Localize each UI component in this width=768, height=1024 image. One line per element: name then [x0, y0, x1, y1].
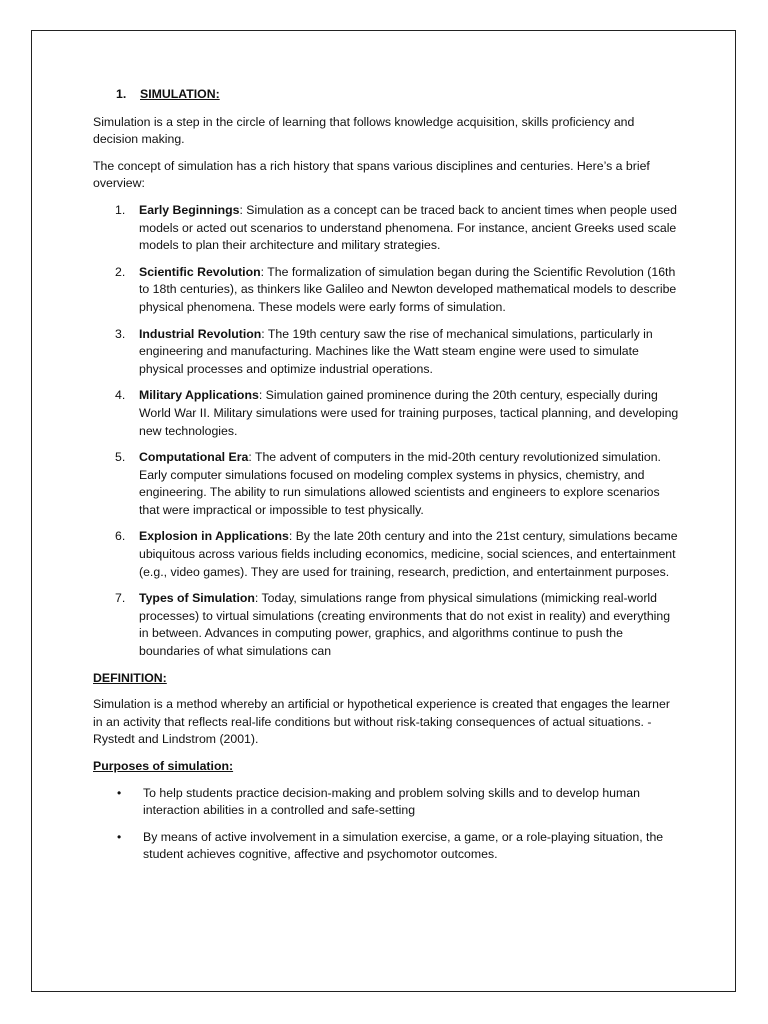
history-item-term: Early Beginnings — [139, 202, 240, 217]
history-item-number: 6. — [115, 529, 126, 544]
history-item-term: Military Applications — [139, 388, 259, 403]
purpose-item-text: To help students practice decision-making and problem solving skills and to develop human interaction abilities in a controlled and safe-setting — [143, 785, 640, 818]
history-item — [93, 387, 681, 440]
intro-paragraph-2: The concept of simulation has a rich history that spans various disciplines and centuries. Here’s a brief overview: — [93, 158, 650, 191]
history-item-term: Computational Era — [139, 450, 249, 465]
history-item-text: : The advent of computers in the mid-20th century revolutionized simulation. Early computer simulations focused on modeling complex systems in physics, chemistry, and engineering. The ability to run simulations allowed scientists and engineers to explore scenarios that were impractical or impossible to test physically. — [139, 450, 661, 517]
purpose-item-text: By means of active involvement in a simulation exercise, a game, or a role-playing situation, the student achieves cognitive, affective and psychomotor outcomes. — [143, 829, 664, 862]
history-item-number: 7. — [115, 591, 126, 606]
section-title: SIMULATION: — [140, 87, 220, 101]
history-item-term: Industrial Revolution — [139, 326, 262, 341]
history-item — [93, 590, 681, 660]
bullet-icon: • — [117, 829, 122, 844]
document-body — [93, 86, 681, 873]
purpose-item — [93, 785, 681, 820]
definition-text: Simulation is a method whereby an artificial or hypothetical experience is created that engages the learner in an activity that reflects real-life conditions but without risk-taking consequences of actual situations. -Rystedt and Lindstrom (2001). — [93, 697, 670, 747]
section-number: 1. — [116, 87, 127, 101]
history-item-text: : The formalization of simulation began during the Scientific Revolution (16th to 18th centuries), as thinkers like Galileo and Newton developed mathematical models to describe physical phenomena. These models were early forms of simulation. — [139, 264, 677, 314]
history-item-number: 2. — [115, 264, 126, 279]
purposes-list — [93, 785, 681, 864]
history-item-number: 3. — [115, 326, 126, 341]
history-item-text: : The 19th century saw the rise of mechanical simulations, particularly in engineering and manufacturing. Machines like the Watt steam engine were used to simulate physical processes and optimize industrial operations. — [139, 326, 653, 376]
history-item-term: Types of Simulation — [139, 591, 255, 606]
history-item-text: : Simulation as a concept can be traced back to ancient times when people used models or acted out scenarios to understand phenomena. For instance, ancient Greeks used scale models to plan their architecture and military strategies. — [139, 202, 677, 253]
history-item — [93, 202, 681, 255]
history-item-number: 1. — [115, 202, 126, 217]
history-item-term: Explosion in Applications — [139, 529, 289, 544]
bullet-icon: • — [117, 785, 122, 800]
history-item — [93, 326, 681, 379]
history-item-text: : Simulation gained prominence during the 20th century, especially during World War II. Military simulations were used for training purposes, tactical planning, and developing new technologies. — [139, 388, 679, 438]
history-item-number: 5. — [115, 450, 126, 465]
purposes-heading: Purposes of simulation: — [93, 759, 234, 773]
history-item-text: : Today, simulations range from physical simulations (mimicking real-world processes) to virtual simulations (creating environments that do not exist in reality) and everything in between. Advances in computing power, graphics, and algorithms continue to push the boundaries of what simulations can — [139, 591, 671, 659]
history-item-term: Scientific Revolution — [139, 264, 261, 279]
history-item — [93, 449, 681, 519]
definition-heading: DEFINITION: — [93, 670, 167, 685]
intro-paragraph-1: Simulation is a step in the circle of learning that follows knowledge acquisition, skills proficiency and decision making. — [93, 114, 635, 147]
history-item-text: : By the late 20th century and into the 21st century, simulations became ubiquitous across various fields including economics, medicine, social sciences, and entertainment (e.g., video games). They are used for training, research, prediction, and entertainment purposes. — [139, 529, 678, 579]
purpose-item — [93, 829, 681, 864]
history-item-number: 4. — [115, 388, 126, 403]
section-heading — [93, 86, 681, 104]
history-item — [93, 528, 681, 581]
history-list — [93, 202, 681, 661]
history-item — [93, 264, 681, 317]
